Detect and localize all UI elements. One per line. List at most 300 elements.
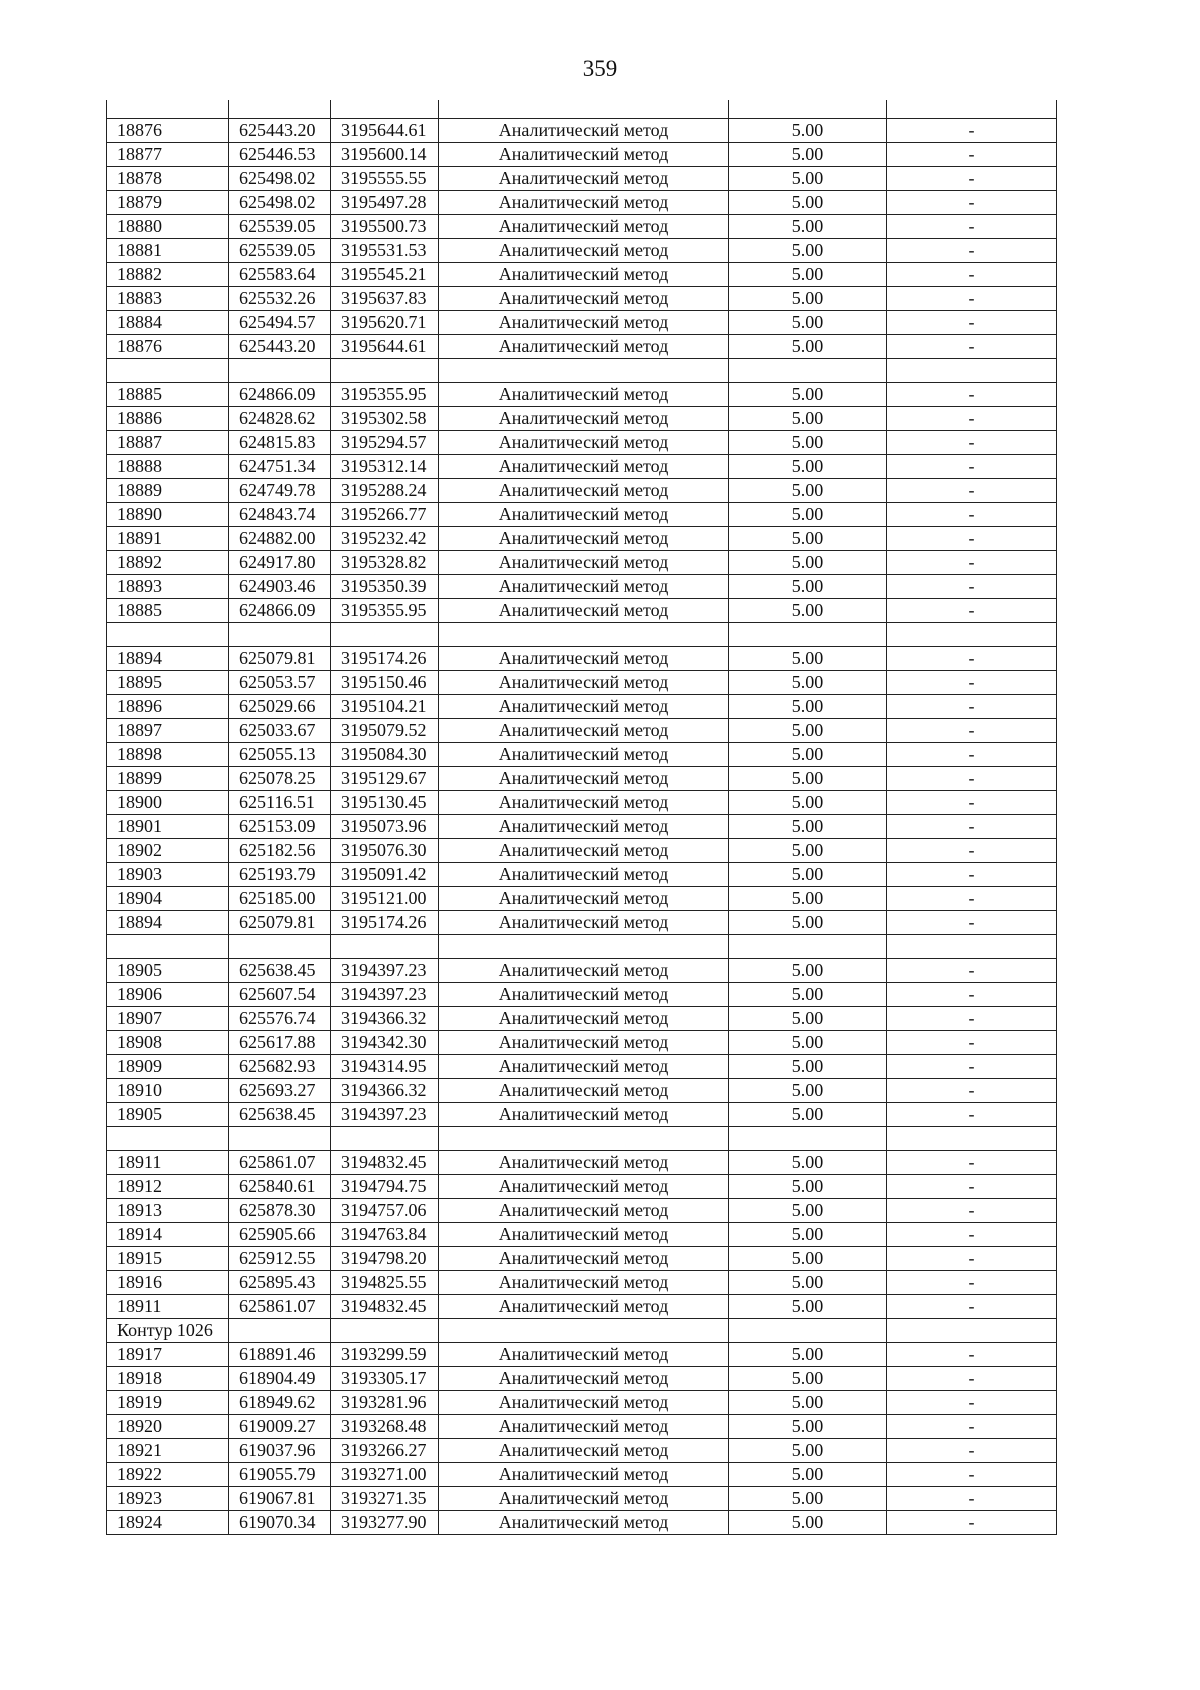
method-cell: Аналитический метод	[439, 815, 729, 839]
point-id-cell: 18909	[107, 1055, 229, 1079]
x-coordinate-cell: 625055.13	[229, 743, 331, 767]
accuracy-value-cell: 5.00	[729, 695, 887, 719]
method-cell: Аналитический метод	[439, 839, 729, 863]
point-id-cell: 18888	[107, 455, 229, 479]
x-coordinate-cell: 625539.05	[229, 239, 331, 263]
dash-cell: -	[887, 119, 1057, 143]
accuracy-value-cell: 5.00	[729, 839, 887, 863]
dash-cell: -	[887, 1055, 1057, 1079]
x-coordinate-cell: 625498.02	[229, 167, 331, 191]
table-row	[107, 959, 1057, 983]
empty-cell	[887, 1319, 1057, 1343]
x-coordinate-cell: 625607.54	[229, 983, 331, 1007]
y-coordinate-cell: 3194763.84	[331, 1223, 439, 1247]
method-cell: Аналитический метод	[439, 1487, 729, 1511]
dash-cell: -	[887, 695, 1057, 719]
accuracy-value-cell: 5.00	[729, 1439, 887, 1463]
y-coordinate-cell: 3195531.53	[331, 239, 439, 263]
dash-cell: -	[887, 335, 1057, 359]
dash-cell: -	[887, 1151, 1057, 1175]
accuracy-value-cell: 5.00	[729, 1055, 887, 1079]
table-row	[107, 647, 1057, 671]
table-row	[107, 1151, 1057, 1175]
accuracy-value-cell: 5.00	[729, 815, 887, 839]
x-coordinate-cell: 625153.09	[229, 815, 331, 839]
dash-cell: -	[887, 143, 1057, 167]
table-row	[107, 1295, 1057, 1319]
table-row	[107, 1199, 1057, 1223]
table-row	[107, 215, 1057, 239]
y-coordinate-cell: 3195294.57	[331, 431, 439, 455]
method-cell: Аналитический метод	[439, 863, 729, 887]
dash-cell: -	[887, 551, 1057, 575]
accuracy-value-cell: 5.00	[729, 1415, 887, 1439]
method-cell: Аналитический метод	[439, 767, 729, 791]
point-id-cell: 18880	[107, 215, 229, 239]
y-coordinate-cell: 3195091.42	[331, 863, 439, 887]
dash-cell: -	[887, 1103, 1057, 1127]
point-id-cell: 18876	[107, 119, 229, 143]
header-cell	[887, 100, 1057, 119]
table-row	[107, 575, 1057, 599]
method-cell: Аналитический метод	[439, 1175, 729, 1199]
accuracy-value-cell: 5.00	[729, 455, 887, 479]
accuracy-value-cell: 5.00	[729, 335, 887, 359]
dash-cell: -	[887, 1391, 1057, 1415]
point-id-cell: 18905	[107, 959, 229, 983]
accuracy-value-cell: 5.00	[729, 527, 887, 551]
y-coordinate-cell: 3195174.26	[331, 911, 439, 935]
accuracy-value-cell: 5.00	[729, 1223, 887, 1247]
method-cell: Аналитический метод	[439, 1343, 729, 1367]
point-id-cell: 18890	[107, 503, 229, 527]
x-coordinate-cell: 619009.27	[229, 1415, 331, 1439]
point-id-cell: 18885	[107, 383, 229, 407]
empty-cell	[229, 1319, 331, 1343]
point-id-cell: 18892	[107, 551, 229, 575]
point-id-cell: 18922	[107, 1463, 229, 1487]
method-cell: Аналитический метод	[439, 335, 729, 359]
point-id-cell: 18907	[107, 1007, 229, 1031]
y-coordinate-cell: 3195312.14	[331, 455, 439, 479]
method-cell: Аналитический метод	[439, 791, 729, 815]
point-id-cell: 18911	[107, 1295, 229, 1319]
accuracy-value-cell: 5.00	[729, 1079, 887, 1103]
dash-cell: -	[887, 311, 1057, 335]
x-coordinate-cell: 624866.09	[229, 599, 331, 623]
x-coordinate-cell: 625443.20	[229, 119, 331, 143]
accuracy-value-cell: 5.00	[729, 959, 887, 983]
dash-cell: -	[887, 1175, 1057, 1199]
empty-cell	[439, 935, 729, 959]
header-cell	[331, 100, 439, 119]
method-cell: Аналитический метод	[439, 1295, 729, 1319]
method-cell: Аналитический метод	[439, 215, 729, 239]
accuracy-value-cell: 5.00	[729, 1199, 887, 1223]
coordinates-table-container	[106, 100, 1056, 1535]
y-coordinate-cell: 3193299.59	[331, 1343, 439, 1367]
y-coordinate-cell: 3195076.30	[331, 839, 439, 863]
table-row	[107, 1511, 1057, 1535]
y-coordinate-cell: 3194832.45	[331, 1295, 439, 1319]
dash-cell: -	[887, 1031, 1057, 1055]
x-coordinate-cell: 625682.93	[229, 1055, 331, 1079]
header-cell	[729, 100, 887, 119]
table-row	[107, 383, 1057, 407]
empty-cell	[331, 1127, 439, 1151]
empty-cell	[439, 1127, 729, 1151]
dash-cell: -	[887, 1079, 1057, 1103]
table-row	[107, 239, 1057, 263]
method-cell: Аналитический метод	[439, 959, 729, 983]
table-row	[107, 119, 1057, 143]
table-row	[107, 1463, 1057, 1487]
method-cell: Аналитический метод	[439, 887, 729, 911]
table-header-row	[107, 100, 1057, 119]
dash-cell: -	[887, 383, 1057, 407]
accuracy-value-cell: 5.00	[729, 1007, 887, 1031]
method-cell: Аналитический метод	[439, 383, 729, 407]
point-id-cell: 18916	[107, 1271, 229, 1295]
y-coordinate-cell: 3195644.61	[331, 119, 439, 143]
x-coordinate-cell: 625861.07	[229, 1295, 331, 1319]
dash-cell: -	[887, 1487, 1057, 1511]
y-coordinate-cell: 3194794.75	[331, 1175, 439, 1199]
empty-cell	[331, 935, 439, 959]
table-row	[107, 527, 1057, 551]
accuracy-value-cell: 5.00	[729, 743, 887, 767]
method-cell: Аналитический метод	[439, 1031, 729, 1055]
point-id-cell: 18896	[107, 695, 229, 719]
dash-cell: -	[887, 1271, 1057, 1295]
method-cell: Аналитический метод	[439, 143, 729, 167]
table-row	[107, 839, 1057, 863]
y-coordinate-cell: 3194397.23	[331, 959, 439, 983]
point-id-cell: 18911	[107, 1151, 229, 1175]
dash-cell: -	[887, 1463, 1057, 1487]
accuracy-value-cell: 5.00	[729, 1511, 887, 1535]
empty-cell	[729, 359, 887, 383]
dash-cell: -	[887, 1007, 1057, 1031]
x-coordinate-cell: 618904.49	[229, 1367, 331, 1391]
y-coordinate-cell: 3195497.28	[331, 191, 439, 215]
accuracy-value-cell: 5.00	[729, 767, 887, 791]
accuracy-value-cell: 5.00	[729, 575, 887, 599]
method-cell: Аналитический метод	[439, 1439, 729, 1463]
x-coordinate-cell: 619067.81	[229, 1487, 331, 1511]
point-id-cell: 18894	[107, 911, 229, 935]
spacer-row	[107, 1127, 1057, 1151]
y-coordinate-cell: 3195288.24	[331, 479, 439, 503]
point-id-cell: 18881	[107, 239, 229, 263]
x-coordinate-cell: 624749.78	[229, 479, 331, 503]
method-cell: Аналитический метод	[439, 119, 729, 143]
y-coordinate-cell: 3193271.35	[331, 1487, 439, 1511]
dash-cell: -	[887, 479, 1057, 503]
empty-cell	[107, 1127, 229, 1151]
point-id-cell: 18884	[107, 311, 229, 335]
method-cell: Аналитический метод	[439, 719, 729, 743]
table-row	[107, 1175, 1057, 1199]
table-row	[107, 551, 1057, 575]
contour-row	[107, 1319, 1057, 1343]
table-row	[107, 1487, 1057, 1511]
page-number: 359	[582, 56, 618, 81]
point-id-cell: 18902	[107, 839, 229, 863]
x-coordinate-cell: 625443.20	[229, 335, 331, 359]
header-cell	[439, 100, 729, 119]
point-id-cell: 18914	[107, 1223, 229, 1247]
point-id-cell: 18877	[107, 143, 229, 167]
empty-cell	[439, 359, 729, 383]
y-coordinate-cell: 3194314.95	[331, 1055, 439, 1079]
x-coordinate-cell: 625532.26	[229, 287, 331, 311]
dash-cell: -	[887, 1295, 1057, 1319]
empty-cell	[439, 1319, 729, 1343]
dash-cell: -	[887, 911, 1057, 935]
empty-cell	[887, 623, 1057, 647]
x-coordinate-cell: 625078.25	[229, 767, 331, 791]
point-id-cell: 18893	[107, 575, 229, 599]
table-row	[107, 1103, 1057, 1127]
table-row	[107, 1031, 1057, 1055]
method-cell: Аналитический метод	[439, 1271, 729, 1295]
point-id-cell: 18887	[107, 431, 229, 455]
x-coordinate-cell: 625446.53	[229, 143, 331, 167]
table-row	[107, 1367, 1057, 1391]
dash-cell: -	[887, 719, 1057, 743]
dash-cell: -	[887, 1511, 1057, 1535]
accuracy-value-cell: 5.00	[729, 1103, 887, 1127]
accuracy-value-cell: 5.00	[729, 143, 887, 167]
x-coordinate-cell: 625079.81	[229, 911, 331, 935]
table-row	[107, 767, 1057, 791]
table-row	[107, 599, 1057, 623]
point-id-cell: 18919	[107, 1391, 229, 1415]
accuracy-value-cell: 5.00	[729, 1271, 887, 1295]
y-coordinate-cell: 3193277.90	[331, 1511, 439, 1535]
x-coordinate-cell: 625693.27	[229, 1079, 331, 1103]
x-coordinate-cell: 618949.62	[229, 1391, 331, 1415]
point-id-cell: 18923	[107, 1487, 229, 1511]
accuracy-value-cell: 5.00	[729, 1175, 887, 1199]
point-id-cell: 18910	[107, 1079, 229, 1103]
method-cell: Аналитический метод	[439, 1199, 729, 1223]
x-coordinate-cell: 625185.00	[229, 887, 331, 911]
table-row	[107, 191, 1057, 215]
y-coordinate-cell: 3194366.32	[331, 1007, 439, 1031]
header-cell	[107, 100, 229, 119]
accuracy-value-cell: 5.00	[729, 407, 887, 431]
method-cell: Аналитический метод	[439, 911, 729, 935]
table-row	[107, 743, 1057, 767]
table-row	[107, 1439, 1057, 1463]
empty-cell	[729, 623, 887, 647]
y-coordinate-cell: 3195500.73	[331, 215, 439, 239]
accuracy-value-cell: 5.00	[729, 1031, 887, 1055]
x-coordinate-cell: 625029.66	[229, 695, 331, 719]
method-cell: Аналитический метод	[439, 1367, 729, 1391]
dash-cell: -	[887, 239, 1057, 263]
x-coordinate-cell: 625840.61	[229, 1175, 331, 1199]
accuracy-value-cell: 5.00	[729, 1343, 887, 1367]
empty-cell	[331, 623, 439, 647]
y-coordinate-cell: 3194366.32	[331, 1079, 439, 1103]
y-coordinate-cell: 3195073.96	[331, 815, 439, 839]
point-id-cell: 18920	[107, 1415, 229, 1439]
table-row	[107, 455, 1057, 479]
x-coordinate-cell: 625033.67	[229, 719, 331, 743]
x-coordinate-cell: 625494.57	[229, 311, 331, 335]
dash-cell: -	[887, 887, 1057, 911]
point-id-cell: 18900	[107, 791, 229, 815]
method-cell: Аналитический метод	[439, 1415, 729, 1439]
table-row	[107, 1007, 1057, 1031]
point-id-cell: 18906	[107, 983, 229, 1007]
dash-cell: -	[887, 407, 1057, 431]
accuracy-value-cell: 5.00	[729, 311, 887, 335]
x-coordinate-cell: 625583.64	[229, 263, 331, 287]
dash-cell: -	[887, 1223, 1057, 1247]
table-row	[107, 911, 1057, 935]
dash-cell: -	[887, 815, 1057, 839]
accuracy-value-cell: 5.00	[729, 1391, 887, 1415]
y-coordinate-cell: 3195637.83	[331, 287, 439, 311]
dash-cell: -	[887, 1367, 1057, 1391]
dash-cell: -	[887, 983, 1057, 1007]
dash-cell: -	[887, 791, 1057, 815]
dash-cell: -	[887, 1199, 1057, 1223]
accuracy-value-cell: 5.00	[729, 383, 887, 407]
empty-cell	[107, 359, 229, 383]
dash-cell: -	[887, 1343, 1057, 1367]
accuracy-value-cell: 5.00	[729, 479, 887, 503]
table-row	[107, 1079, 1057, 1103]
y-coordinate-cell: 3194757.06	[331, 1199, 439, 1223]
y-coordinate-cell: 3195545.21	[331, 263, 439, 287]
y-coordinate-cell: 3193281.96	[331, 1391, 439, 1415]
table-row	[107, 1415, 1057, 1439]
table-row	[107, 719, 1057, 743]
x-coordinate-cell: 625539.05	[229, 215, 331, 239]
x-coordinate-cell: 625861.07	[229, 1151, 331, 1175]
spacer-row	[107, 623, 1057, 647]
empty-cell	[107, 935, 229, 959]
empty-cell	[729, 1319, 887, 1343]
table-row	[107, 695, 1057, 719]
point-id-cell: 18876	[107, 335, 229, 359]
dash-cell: -	[887, 767, 1057, 791]
x-coordinate-cell: 625638.45	[229, 1103, 331, 1127]
x-coordinate-cell: 625498.02	[229, 191, 331, 215]
empty-cell	[887, 1127, 1057, 1151]
accuracy-value-cell: 5.00	[729, 191, 887, 215]
method-cell: Аналитический метод	[439, 503, 729, 527]
method-cell: Аналитический метод	[439, 983, 729, 1007]
x-coordinate-cell: 625193.79	[229, 863, 331, 887]
table-row	[107, 671, 1057, 695]
accuracy-value-cell: 5.00	[729, 983, 887, 1007]
empty-cell	[729, 935, 887, 959]
empty-cell	[229, 623, 331, 647]
method-cell: Аналитический метод	[439, 527, 729, 551]
method-cell: Аналитический метод	[439, 695, 729, 719]
x-coordinate-cell: 625878.30	[229, 1199, 331, 1223]
y-coordinate-cell: 3195355.95	[331, 383, 439, 407]
point-id-cell: 18895	[107, 671, 229, 695]
x-coordinate-cell: 625895.43	[229, 1271, 331, 1295]
point-id-cell: 18898	[107, 743, 229, 767]
dash-cell: -	[887, 743, 1057, 767]
accuracy-value-cell: 5.00	[729, 215, 887, 239]
accuracy-value-cell: 5.00	[729, 599, 887, 623]
x-coordinate-cell: 619055.79	[229, 1463, 331, 1487]
method-cell: Аналитический метод	[439, 1511, 729, 1535]
accuracy-value-cell: 5.00	[729, 887, 887, 911]
y-coordinate-cell: 3194832.45	[331, 1151, 439, 1175]
empty-cell	[107, 623, 229, 647]
accuracy-value-cell: 5.00	[729, 1295, 887, 1319]
y-coordinate-cell: 3194798.20	[331, 1247, 439, 1271]
method-cell: Аналитический метод	[439, 599, 729, 623]
point-id-cell: 18891	[107, 527, 229, 551]
x-coordinate-cell: 624815.83	[229, 431, 331, 455]
x-coordinate-cell: 624866.09	[229, 383, 331, 407]
accuracy-value-cell: 5.00	[729, 551, 887, 575]
accuracy-value-cell: 5.00	[729, 287, 887, 311]
y-coordinate-cell: 3195350.39	[331, 575, 439, 599]
method-cell: Аналитический метод	[439, 167, 729, 191]
point-id-cell: 18882	[107, 263, 229, 287]
empty-cell	[229, 935, 331, 959]
table-row	[107, 1391, 1057, 1415]
accuracy-value-cell: 5.00	[729, 167, 887, 191]
table-row	[107, 143, 1057, 167]
method-cell: Аналитический метод	[439, 743, 729, 767]
y-coordinate-cell: 3195232.42	[331, 527, 439, 551]
spacer-row	[107, 935, 1057, 959]
x-coordinate-cell: 625617.88	[229, 1031, 331, 1055]
table-row	[107, 503, 1057, 527]
accuracy-value-cell: 5.00	[729, 1151, 887, 1175]
y-coordinate-cell: 3193305.17	[331, 1367, 439, 1391]
y-coordinate-cell: 3195079.52	[331, 719, 439, 743]
x-coordinate-cell: 625638.45	[229, 959, 331, 983]
point-id-cell: 18878	[107, 167, 229, 191]
point-id-cell: 18908	[107, 1031, 229, 1055]
x-coordinate-cell: 625116.51	[229, 791, 331, 815]
table-row	[107, 287, 1057, 311]
point-id-cell: 18879	[107, 191, 229, 215]
point-id-cell: 18885	[107, 599, 229, 623]
y-coordinate-cell: 3195104.21	[331, 695, 439, 719]
method-cell: Аналитический метод	[439, 1391, 729, 1415]
point-id-cell: 18905	[107, 1103, 229, 1127]
point-id-cell: 18915	[107, 1247, 229, 1271]
empty-cell	[439, 623, 729, 647]
dash-cell: -	[887, 215, 1057, 239]
empty-cell	[229, 359, 331, 383]
method-cell: Аналитический метод	[439, 311, 729, 335]
x-coordinate-cell: 618891.46	[229, 1343, 331, 1367]
point-id-cell: 18921	[107, 1439, 229, 1463]
y-coordinate-cell: 3194825.55	[331, 1271, 439, 1295]
accuracy-value-cell: 5.00	[729, 911, 887, 935]
point-id-cell: 18917	[107, 1343, 229, 1367]
table-row	[107, 263, 1057, 287]
method-cell: Аналитический метод	[439, 575, 729, 599]
point-id-cell: 18918	[107, 1367, 229, 1391]
